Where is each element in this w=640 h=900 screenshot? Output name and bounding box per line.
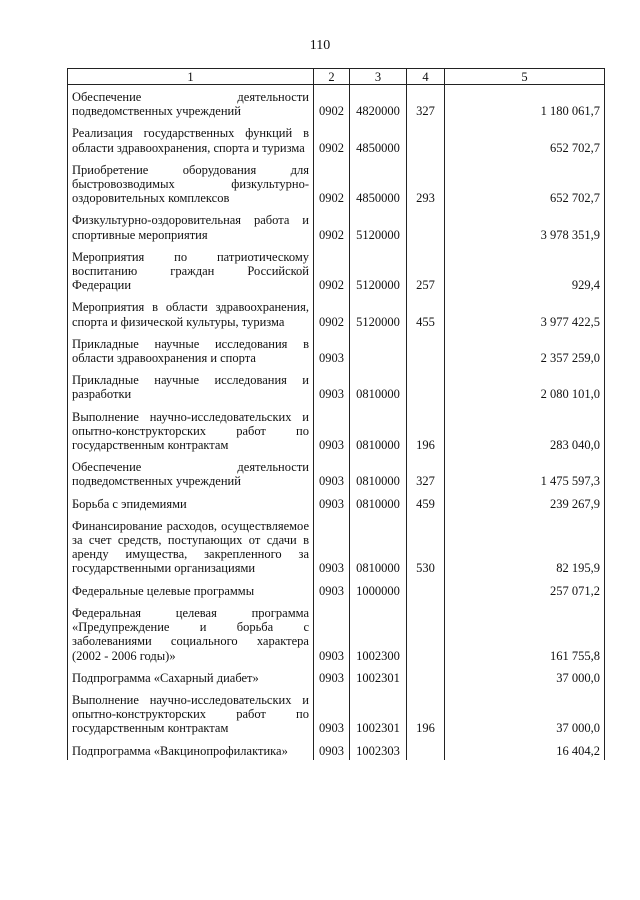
table-row xyxy=(68,158,605,209)
row-name-cell: Борьба с эпидемиями xyxy=(68,492,314,514)
row-type-cell: 196 xyxy=(407,405,445,456)
row-amount-cell: 3 977 422,5 xyxy=(445,295,605,331)
row-section-cell: 0903 xyxy=(314,688,350,739)
page-number: 110 xyxy=(309,38,331,53)
row-name-cell: Реализация государственных функций в области здравоохранения, спорта и туризма xyxy=(68,121,314,157)
row-name-cell: Мероприятия в области здравоохранения, спорта и физической культуры, туризма xyxy=(68,295,314,331)
row-amount-cell: 1 180 061,7 xyxy=(445,85,605,122)
table-row xyxy=(68,601,605,666)
row-section-cell: 0903 xyxy=(314,666,350,688)
table-row xyxy=(68,245,605,296)
row-type-cell: 327 xyxy=(407,455,445,491)
table-row xyxy=(68,579,605,601)
row-amount-cell: 16 404,2 xyxy=(445,739,605,760)
table-row xyxy=(68,332,605,368)
row-type-cell xyxy=(407,121,445,157)
row-code-cell: 0810000 xyxy=(350,455,407,491)
row-name-cell: Федеральные целевые программы xyxy=(68,579,314,601)
row-code-cell: 0810000 xyxy=(350,368,407,404)
row-type-cell: 196 xyxy=(407,688,445,739)
row-code-cell: 5120000 xyxy=(350,245,407,296)
row-type-cell xyxy=(407,739,445,760)
row-name-cell: Прикладные научные исследования в области здравоохранения и спорта xyxy=(68,332,314,368)
table-row xyxy=(68,295,605,331)
row-name-cell: Обеспечение деятельности подведомственных учреждений xyxy=(68,85,314,122)
row-name-cell: Физкультурно-оздоровительная работа и спортивные мероприятия xyxy=(68,208,314,244)
row-code-cell: 1002303 xyxy=(350,739,407,760)
row-code-cell: 5120000 xyxy=(350,295,407,331)
table-row xyxy=(68,666,605,688)
row-type-cell: 455 xyxy=(407,295,445,331)
row-name-cell: Подпрограмма «Вакцинопрофилактика» xyxy=(68,739,314,760)
row-name-cell: Прикладные научные исследования и разработки xyxy=(68,368,314,404)
row-type-cell: 530 xyxy=(407,514,445,579)
row-type-cell xyxy=(407,579,445,601)
table-row xyxy=(68,121,605,157)
row-section-cell: 0903 xyxy=(314,492,350,514)
row-section-cell: 0903 xyxy=(314,579,350,601)
row-section-cell: 0902 xyxy=(314,208,350,244)
row-name-cell: Выполнение научно-исследовательских и опытно-конструкторских работ по государственным контрактам xyxy=(68,405,314,456)
table-row xyxy=(68,688,605,739)
row-section-cell: 0902 xyxy=(314,295,350,331)
row-name-cell: Обеспечение деятельности подведомственных учреждений xyxy=(68,455,314,491)
row-type-cell xyxy=(407,208,445,244)
row-section-cell: 0902 xyxy=(314,158,350,209)
row-section-cell: 0903 xyxy=(314,405,350,456)
column-header-section: 2 xyxy=(314,69,350,85)
table-header-row xyxy=(68,69,605,85)
column-header-amount: 5 xyxy=(445,69,605,85)
row-name-cell: Финансирование расходов, осуществляемое за счет средств, поступающих от сдачи в аренду имущества, закрепленного за государственными организациями xyxy=(68,514,314,579)
row-section-cell: 0903 xyxy=(314,739,350,760)
row-type-cell xyxy=(407,666,445,688)
row-section-cell: 0902 xyxy=(314,245,350,296)
table-row xyxy=(68,208,605,244)
row-section-cell: 0903 xyxy=(314,455,350,491)
row-section-cell: 0902 xyxy=(314,85,350,122)
table-row xyxy=(68,514,605,579)
row-section-cell: 0903 xyxy=(314,514,350,579)
table-row xyxy=(68,85,605,122)
row-amount-cell: 257 071,2 xyxy=(445,579,605,601)
row-amount-cell: 283 040,0 xyxy=(445,405,605,456)
row-code-cell: 4850000 xyxy=(350,121,407,157)
row-amount-cell: 3 978 351,9 xyxy=(445,208,605,244)
table-row xyxy=(68,739,605,760)
table-body xyxy=(68,85,605,760)
row-code-cell: 0810000 xyxy=(350,514,407,579)
row-type-cell xyxy=(407,601,445,666)
row-code-cell: 4820000 xyxy=(350,85,407,122)
row-name-cell: Мероприятия по патриотическому воспитанию граждан Российской Федерации xyxy=(68,245,314,296)
table-row xyxy=(68,492,605,514)
row-amount-cell: 161 755,8 xyxy=(445,601,605,666)
row-name-cell: Федеральная целевая программа «Предупреждение и борьба с заболеваниями социального характера (2002 - 2006 годы)» xyxy=(68,601,314,666)
table-row xyxy=(68,405,605,456)
row-amount-cell: 239 267,9 xyxy=(445,492,605,514)
row-amount-cell: 82 195,9 xyxy=(445,514,605,579)
row-section-cell: 0903 xyxy=(314,601,350,666)
row-amount-cell: 652 702,7 xyxy=(445,158,605,209)
row-type-cell: 293 xyxy=(407,158,445,209)
row-amount-cell: 37 000,0 xyxy=(445,666,605,688)
row-section-cell: 0902 xyxy=(314,121,350,157)
row-code-cell: 5120000 xyxy=(350,208,407,244)
row-name-cell: Выполнение научно-исследовательских и опытно-конструкторских работ по государственным контрактам xyxy=(68,688,314,739)
row-amount-cell: 2 080 101,0 xyxy=(445,368,605,404)
row-name-cell: Подпрограмма «Сахарный диабет» xyxy=(68,666,314,688)
row-code-cell: 0810000 xyxy=(350,405,407,456)
table-row xyxy=(68,368,605,404)
row-code-cell: 0810000 xyxy=(350,492,407,514)
row-type-cell xyxy=(407,368,445,404)
row-name-cell: Приобретение оборудования для быстровозводимых физкультурно-оздоровительных комплексов xyxy=(68,158,314,209)
row-code-cell: 1002300 xyxy=(350,601,407,666)
column-header-name: 1 xyxy=(68,69,314,85)
row-code-cell: 4850000 xyxy=(350,158,407,209)
row-amount-cell: 652 702,7 xyxy=(445,121,605,157)
row-code-cell: 1002301 xyxy=(350,666,407,688)
row-type-cell: 459 xyxy=(407,492,445,514)
row-code-cell: 1000000 xyxy=(350,579,407,601)
row-type-cell: 327 xyxy=(407,85,445,122)
row-amount-cell: 929,4 xyxy=(445,245,605,296)
row-amount-cell: 1 475 597,3 xyxy=(445,455,605,491)
row-code-cell xyxy=(350,332,407,368)
table-row xyxy=(68,455,605,491)
row-section-cell: 0903 xyxy=(314,332,350,368)
row-type-cell: 257 xyxy=(407,245,445,296)
row-type-cell xyxy=(407,332,445,368)
row-amount-cell: 37 000,0 xyxy=(445,688,605,739)
row-section-cell: 0903 xyxy=(314,368,350,404)
row-code-cell: 1002301 xyxy=(350,688,407,739)
column-header-type: 4 xyxy=(407,69,445,85)
row-amount-cell: 2 357 259,0 xyxy=(445,332,605,368)
column-header-code: 3 xyxy=(350,69,407,85)
budget-table xyxy=(67,68,605,760)
